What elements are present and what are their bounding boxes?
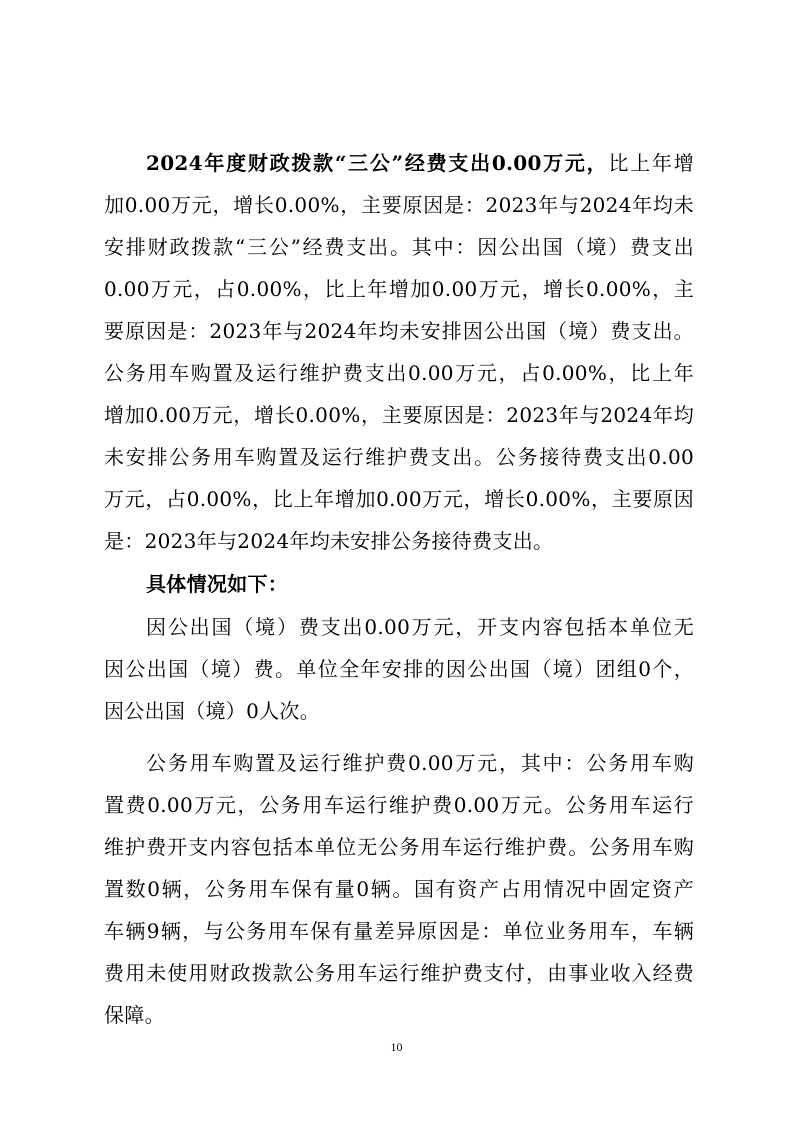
paragraph-3-line-7: 保障。 [104, 1003, 165, 1027]
paragraph-3-line-4: 置数0辆，公务用车保有量0辆。国有资产占用情况中固定资产 [104, 877, 694, 901]
paragraph-2-line-3: 因公出国（境）0人次。 [104, 699, 321, 723]
paragraph-2-line-1: 因公出国（境）费支出0.00万元，开支内容包括本单位无 [146, 615, 694, 639]
paragraph-1-line-2: 加0.00万元，增长0.00%，主要原因是：2023年与2024年均未 [104, 193, 694, 217]
paragraph-3-line-3: 维护费开支内容包括本单位无公务用车运行维护费。公务用车购 [104, 835, 694, 859]
page-number: 10 [390, 1040, 403, 1054]
paragraph-3-line-2: 置费0.00万元，公务用车运行维护费0.00万元。公务用车运行 [104, 793, 694, 817]
paragraph-1-line-6: 公务用车购置及运行维护费支出0.00万元，占0.00%，比上年 [104, 361, 694, 385]
paragraph-1-bold-lead: 2024年度财政拨款“三公”经费支出0.00万元， [146, 151, 609, 175]
paragraph-1-line-1 [146, 148, 694, 178]
paragraph-2-line-2: 因公出国（境）费。单位全年安排的因公出国（境）团组0个， [104, 657, 694, 681]
paragraph-3-line-5: 车辆9辆，与公务用车保有量差异原因是：单位业务用车，车辆 [104, 919, 694, 943]
paragraph-1-line-9: 万元，占0.00%，比上年增加0.00万元，增长0.00%，主要原因 [104, 487, 694, 511]
paragraph-3-line-6: 费用未使用财政拨款公务用车运行维护费支付，由事业收入经费 [104, 961, 694, 985]
paragraph-3-line-1: 公务用车购置及运行维护费0.00万元，其中：公务用车购 [146, 751, 694, 775]
paragraph-1-line-10: 是：2023年与2024年均未安排公务接待费支出。 [104, 529, 554, 553]
paragraph-1-line-3: 安排财政拨款“三公”经费支出。其中：因公出国（境）费支出 [104, 235, 694, 259]
section-heading: 具体情况如下： [146, 572, 289, 596]
paragraph-1-line-5: 要原因是：2023年与2024年均未安排因公出国（境）费支出。 [104, 319, 694, 343]
paragraph-1-line-4: 0.00万元，占0.00%，比上年增加0.00万元，增长0.00%，主 [104, 277, 694, 301]
paragraph-1-line-1-rest: 比上年增 [608, 151, 694, 175]
paragraph-1-line-7: 增加0.00万元，增长0.00%，主要原因是：2023年与2024年均 [104, 403, 694, 427]
paragraph-1-line-8: 未安排公务用车购置及运行维护费支出。公务接待费支出0.00 [104, 445, 694, 469]
